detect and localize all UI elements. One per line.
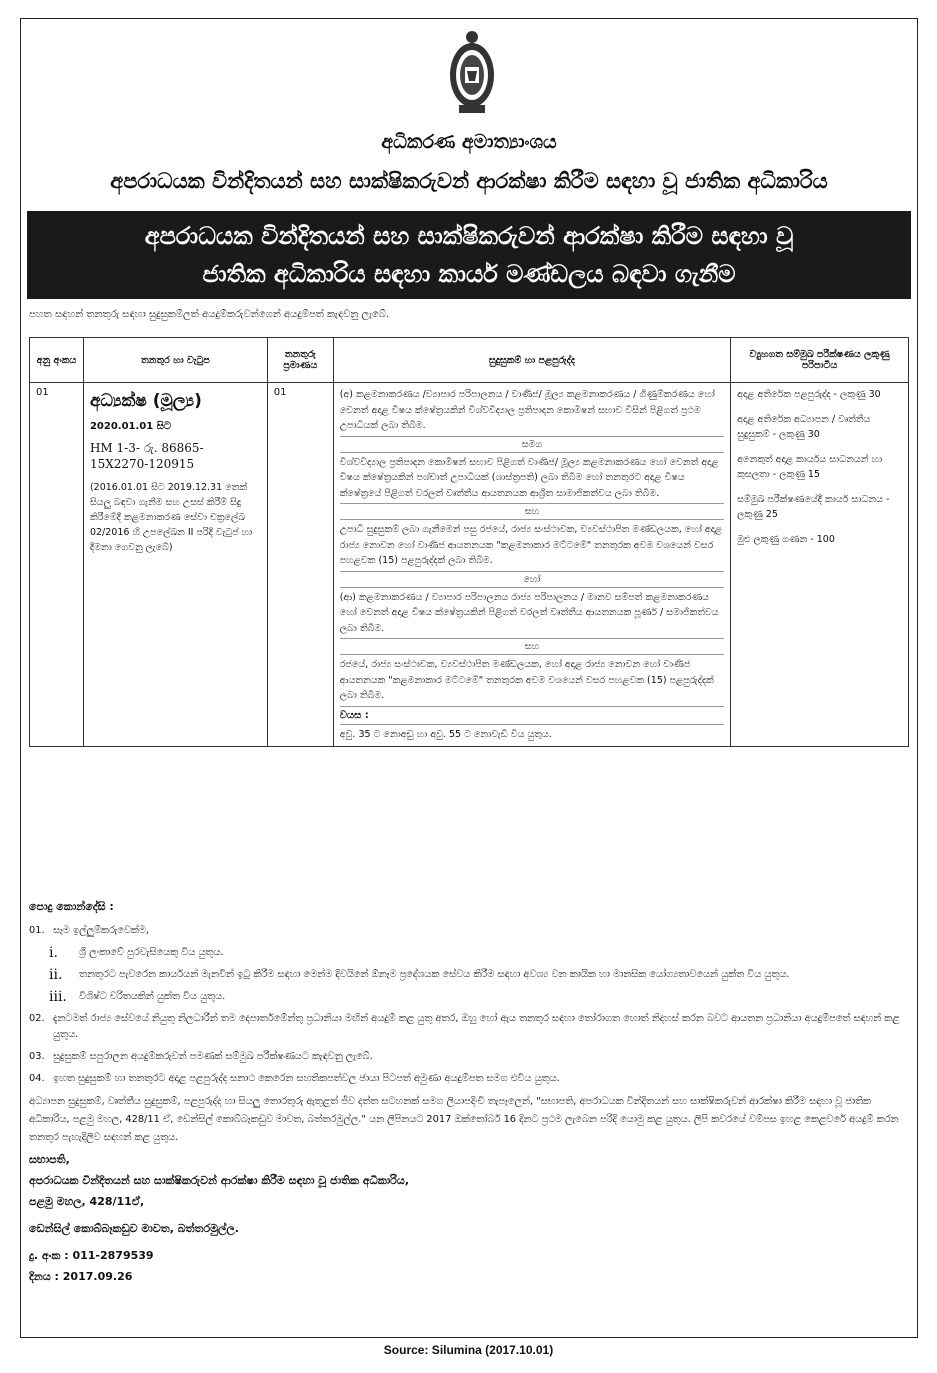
address-line: සභාපති, bbox=[29, 1153, 70, 1166]
banner-line-1: අපරාධයක වින්දිතයන් සහ සාක්ෂිකරුවන් ආරක්ෂා කිරීම සඳහා වූ bbox=[144, 222, 794, 250]
application-instructions: අධ්‍යාපන සුදුසුකම්, වෘත්තීය සුදුසුකම්, පළපුරුද්ද හා සියලු තොරතුරු ඇතුළත් ජීව දත්ත සටහනක් සමග ලියාපදිංචි තැපෑලෙන්, "සභාපති, අපරාධයක වින්දිතයන් සහ සාක්ෂිකරුවන් ආරක්ෂා කිරීම සඳහා වූ ජාතික අධිකාරිය, පළමු මහල, 428/11 ඒ, ඩෙන්සිල් කොබ්බෑකඩුව මාවත, බත්තරමුල්ල." යන ලිපිනයට 2017 ඔක්තෝබර් 16 දිනට ප්‍රථම ලැබෙන පරිදි යොමු කළ යුතුය. ලිපි කවරයේ වම්පස ඉහළ කෙළවරේ අයදුම් කරන තනතුර පැහැදිලිව සඳහන් කළ යුතුය. bbox=[29, 1096, 899, 1143]
qualification-b: (ආ) කළමනාකරණය / ව්‍යාපාර පරිපාලනය රාජ්‍ය පරිපාලනය / මානව සම්පත් කළමනාකරණය හෝ වෙනත් අදාළ විෂය ක්ෂේත්‍රයකින් පිළිගත් වරලත් වෘත්තීය ආයතනයක පූර්ණ / සමාජිකත්වය ලබා තිබීම. bbox=[340, 588, 724, 640]
list-item bbox=[29, 1071, 909, 1087]
item-number: 03. bbox=[29, 1051, 45, 1062]
list-item bbox=[29, 967, 909, 983]
address-line: ඩෙන්සිල් කොබ්බෑකඩුව මාවත, බත්තරමුල්ල. bbox=[29, 1222, 239, 1235]
advertisement-frame bbox=[20, 18, 918, 1338]
table-header-row bbox=[30, 338, 909, 383]
item-text: සෑම ඉල්ලුම්කරුවෙක්ම, bbox=[53, 925, 150, 936]
item-text: සුදුසුකම් සපුරාලන අයදුම්කරුවන් පමණක් සම්මුඛ පරීක්ෂණයට කැඳවනු ලැබේ. bbox=[53, 1051, 373, 1062]
general-conditions-title: පොදු කොන්දේසි : bbox=[29, 900, 114, 913]
qualification-a: (අ) කළමනාකරණය /ව්‍යාපාර පරිපාලනය / වාණිජ/ මූල්‍ය කළමනාකරණය / ගිණුම්කරණය හෝ වෙනත් අදාළ විෂය ක්ෂේත්‍රයකින් විශ්වවිද්‍යාල ප්‍රතිපාදන කොමිෂන් සභාව විසින් පිළිගත් ප්‍රථම උපාධියක් ලබා තිබීම. bbox=[340, 385, 724, 437]
vacancy-table bbox=[29, 337, 909, 747]
qualification-separator: සමග bbox=[340, 437, 724, 453]
authority-name: අපරාධයක වින්දිතයන් සහ සාක්ෂිකරුවන් ආරක්ෂා කිරීම සඳහා වූ ජාතික අධිකාරිය bbox=[110, 169, 828, 193]
marks-experience: අදාළ අතිරේක පළපුරුද්ද - ලකුණු 30 bbox=[737, 389, 881, 400]
header-marks: ව්‍යුහගත සම්මුඛ පරීක්ෂණය ලකුණු පරිපාටිය bbox=[731, 338, 909, 383]
qualification-separator: සහ bbox=[340, 639, 724, 655]
list-item bbox=[29, 1011, 909, 1043]
item-text: ඉහත සුදුසුකම් හා තනතුරට අදාළ පළපුරුද්ද සනාථ කෙරෙන සහතිකපත්වල ඡායා පිටපත් අමුණා අයදුම්පත සමග එවිය යුතුය. bbox=[53, 1073, 560, 1084]
source-credit: Source: Silumina (2017.10.01) bbox=[383, 1343, 554, 1357]
list-item bbox=[29, 945, 909, 961]
general-conditions bbox=[29, 899, 909, 1287]
notice-date: දිනය : 2017.09.26 bbox=[29, 1270, 133, 1283]
qualification-experience-b: රජයේ, රාජ්‍ය සංස්ථාවක, ව්‍යවස්ථාපිත මණ්ඩලයක, හෝ අදාළ රාජ්‍ය නොවන හෝ වාණිජ ආයතනයක "කළමනාකාර මට්ටමේ" තනතුරක අවම වශයෙන් වසර පහළවක (15) පළපුරුද්දක් ලබා තිබීම. bbox=[340, 655, 724, 707]
post-cell bbox=[83, 383, 267, 747]
qualification-separator: සහ bbox=[340, 504, 724, 520]
item-number: 02. bbox=[29, 1013, 45, 1024]
row-number: 01 bbox=[30, 383, 84, 747]
marks-skills: අනෙකුත් අදාළ කාර්යය සාධනයන් හා කුසලතා - ලකුණු 15 bbox=[737, 454, 883, 480]
sri-lanka-emblem-icon bbox=[447, 27, 497, 119]
ministry-name: අධිකරණ අමාත්‍යාංශය bbox=[381, 131, 557, 153]
header-post: තනතුර හා වැටුප bbox=[83, 338, 267, 383]
post-salary-scale: HM 1-3- රු. 86865-15X2270-120915 bbox=[89, 441, 204, 471]
list-item bbox=[29, 989, 909, 1005]
qualification-experience: උපාධි සුදුසුකම් ලබා ගැනීමෙන් පසු රජයේ, රාජ්‍ය සංස්ථාවක, ව්‍යවස්ථාපිත මණ්ඩලයක, හෝ අදාළ රාජ්‍ය නොවන හෝ වාණිජ ආයතනයක "කළමනාකාර මට්ටමේ" තනතුරක අවම වශයෙන් වසර පහළවක (15) පළපුරුද්දක් ලබා තිබීම. bbox=[340, 520, 724, 572]
subitem-number: ii. bbox=[49, 967, 63, 983]
address-line: අපරාධයක වින්දිතයන් සහ සාක්ෂිකරුවන් ආරක්ෂා කිරීම සඳහා වූ ජාතික අධිකාරිය, bbox=[29, 1174, 409, 1187]
table-row bbox=[30, 383, 909, 747]
header-count: තනතුරු ප්‍රමාණය bbox=[267, 338, 333, 383]
vacancy-banner bbox=[27, 211, 911, 299]
post-salary-note: (2016.01.01 සිට 2019.12.31 තෙක් සියලු බඳවා ගැනීම සහ උසස් කිරීම් සිදු කිරීමේදී කළමනාකරණ සේවා චක්‍රලේඛ 02/2016 හි උපලේඛන II පරිදි වැටුප් හා දීමනා ගෙවනු ලැබේ) bbox=[89, 482, 253, 553]
header-no: අනු අංකය bbox=[30, 338, 84, 383]
marks-total: මුළු ලකුණු ගණන - 100 bbox=[737, 534, 835, 545]
phone-number: දු. අංක : 011-2879539 bbox=[29, 1249, 154, 1262]
item-number: 01. bbox=[29, 925, 45, 936]
subitem-number: iii. bbox=[49, 989, 67, 1005]
qualifications-cell bbox=[333, 383, 730, 747]
age-requirement: අවු. 35 ට නොඅඩු හා අවු. 55 ට නොවැඩි විය යුතුය. bbox=[339, 728, 552, 740]
subitem-text: තනතුරට පැවරෙන කාර්යයන් මැනවින් ඉටු කිරීම සඳහා මෙන්ම දිවයිනේ ඕනෑම ප්‍රදේශයක සේවය කිරීම සඳහා අවශ්‍ය වන කායික හා මානසික යෝග්‍යතාවයෙන් යුක්ත විය යුතුය. bbox=[79, 969, 790, 980]
list-item bbox=[29, 1049, 909, 1065]
qualification-postgrad: විශ්වවිද්‍යාල ප්‍රතිපාදන කොමිෂන් සභාව පිළිගත් වාණිජ/ මූල්‍ය කළමනාකරණය හෝ වෙනත් අදාළ විෂය ක්ෂේත්‍රයකින් පශ්චාත් උපාධියක් (ශාස්ත්‍රපති) ලබා තිබීම හෝ තනතුරට අදාළ විෂය ක්ෂේත්‍රයේ පිළිගත් වරලත් වෘත්තීය ආයතනයක ආශ්‍රිත සාමාජිකත්වය ලබා තිබීම. bbox=[340, 453, 724, 505]
marks-qualifications: අදාළ අතිරේක අධ්‍යාපන / වෘත්තීය සුදුසුකම් - ලකුණු 30 bbox=[737, 414, 871, 440]
subitem-text: ශ්‍රී ලංකාවේ පුරවැසියෙකු විය යුතුය. bbox=[79, 947, 224, 958]
intro-text: පහත සඳහන් තනතුරු සඳහා සුදුසුකම්ලත් අයදුම්කරුවන්ගෙන් අයදුම්පත් කැඳවනු ලැබේ. bbox=[29, 309, 390, 320]
address-line: පළමු මහල, 428/11ඒ, bbox=[29, 1195, 145, 1208]
item-number: 04. bbox=[29, 1073, 45, 1084]
post-title: අධ්‍යක්ෂ (මූල්‍ය) bbox=[89, 391, 202, 411]
banner-line-2: ජාතික අධිකාරිය සඳහා කාර්ය මණ්ඩලය බඳවා ගැනීම bbox=[202, 260, 736, 288]
marks-interview: සම්මුඛ පරීක්ෂණයේදී කාර්ය සාධනය - ලකුණු 25 bbox=[737, 494, 890, 520]
post-count: 01 bbox=[267, 383, 333, 747]
list-item bbox=[29, 923, 909, 939]
qualification-separator: හෝ bbox=[340, 572, 724, 588]
header-qualifications: සුදුසුකම් හා පළපුරුද්ද bbox=[333, 338, 730, 383]
item-text: දැනටමත් රාජ්‍ය සේවයේ නියුතු නිලධාරීන් තම දෙපාර්තමේන්තු ප්‍රධානියා මඟින් අයදුම් කළ යුතු අතර, ඔහු හෝ ඇය තනතුර සඳහා තෝරාගත හොත් නිදහස් කරන බවට ආයතන ප්‍රධානියා අයදුම්පතේ සඳහන් කළ යුතුය. bbox=[53, 1013, 900, 1040]
marks-cell bbox=[731, 383, 909, 747]
subitem-number: i. bbox=[49, 945, 58, 961]
post-effective-date: 2020.01.01 සිට bbox=[89, 421, 172, 432]
age-label: වයස : bbox=[340, 707, 724, 725]
contact-address bbox=[29, 1149, 909, 1287]
subitem-text: විශිෂ්ට චරිතයකින් යුක්ත විය යුතුය. bbox=[79, 991, 226, 1002]
